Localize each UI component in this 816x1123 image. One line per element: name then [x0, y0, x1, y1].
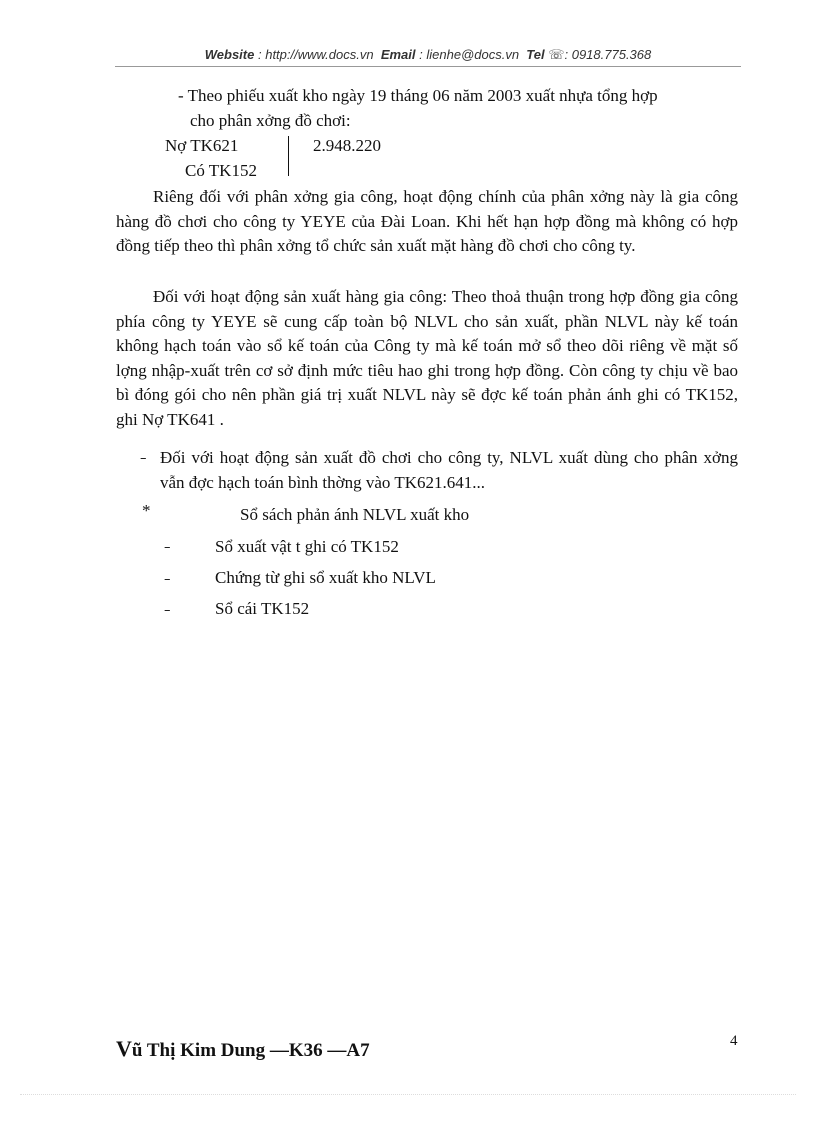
list-item: Chứng từ ghi sổ xuất kho NLVL [215, 568, 436, 587]
website-label: Website [204, 47, 255, 62]
email-value: : lienhe@docs.vn [419, 47, 520, 62]
tel-label: Tel [526, 47, 545, 62]
entry-amount: 2.948.220 [313, 136, 381, 155]
phone-icon: ☏ [548, 47, 565, 62]
tel-value: : 0918.775.368 [564, 47, 652, 62]
entry-credit: Có TK152 [185, 161, 257, 180]
author-name: ũ Thị Kim Dung —K36 —A7 [131, 1040, 370, 1061]
list-dash: – [164, 540, 171, 555]
bullet-dash: – [140, 451, 147, 466]
email-label: Email [380, 47, 416, 62]
paragraph-outsourcing: Đối với hoạt động sản xuất hàng gia công: Theo thoả thuận trong hợp đồng gia công phía công ty YEYE sẽ cung cấp toàn bộ NLVL cho sản xuất, phần NLVL này kế toán không hạch toán vào sổ kế toán của Công ty mà kế toán mở sổ theo dõi riêng về mặt số lợng nhập-xuất trên cơ sở định mức tiêu hao ghi trong hợp đồng. Còn công ty chịu về bao bì đóng gói cho nên phần giá trị xuất NLVL này sẽ đợc kế toán phản ánh ghi có TK152, ghi Nợ TK641 . [116, 287, 738, 429]
author-initial: V [116, 1036, 132, 1061]
list-item: Sổ cái TK152 [215, 599, 310, 618]
paragraph-toys: Đối với hoạt động sản xuất đồ chơi cho công ty, NLVL xuất dùng cho phân xởng vẫn đợc hạch toán bình thờng vào TK621.641... [160, 448, 738, 492]
author-footer [116, 1036, 370, 1062]
page-header [115, 47, 741, 63]
paragraph-processing: Riêng đối với phân xởng gia công, hoạt động chính của phân xởng này là gia công hàng đồ chơi cho công ty YEYE của Đài Loan. Khi hết hạn hợp đồng mà không có hợp đồng tiếp theo thì phân xởng tổ chức sản xuất mặt hàng đồ chơi cho công ty. [116, 187, 738, 255]
entry-line-1: - Theo phiếu xuất kho ngày 19 tháng 06 năm 2003 xuất nhựa tổng hợp [178, 86, 658, 105]
website-value: : http://www.docs.vn [257, 47, 374, 62]
books-title: Sổ sách phản ánh NLVL xuất kho [240, 505, 470, 524]
list-dash: – [164, 603, 171, 618]
entry-line-2: cho phân xởng đồ chơi: [190, 111, 351, 130]
header-divider [115, 66, 741, 67]
list-item: Sổ xuất vật t ghi có TK152 [215, 537, 399, 556]
page-number: 4 [730, 1033, 738, 1049]
page-bottom-border [20, 1094, 796, 1095]
list-dash: – [164, 572, 171, 587]
star-bullet: * [142, 501, 151, 520]
entry-divider [288, 136, 289, 176]
entry-debit: Nợ TK621 [165, 136, 239, 155]
